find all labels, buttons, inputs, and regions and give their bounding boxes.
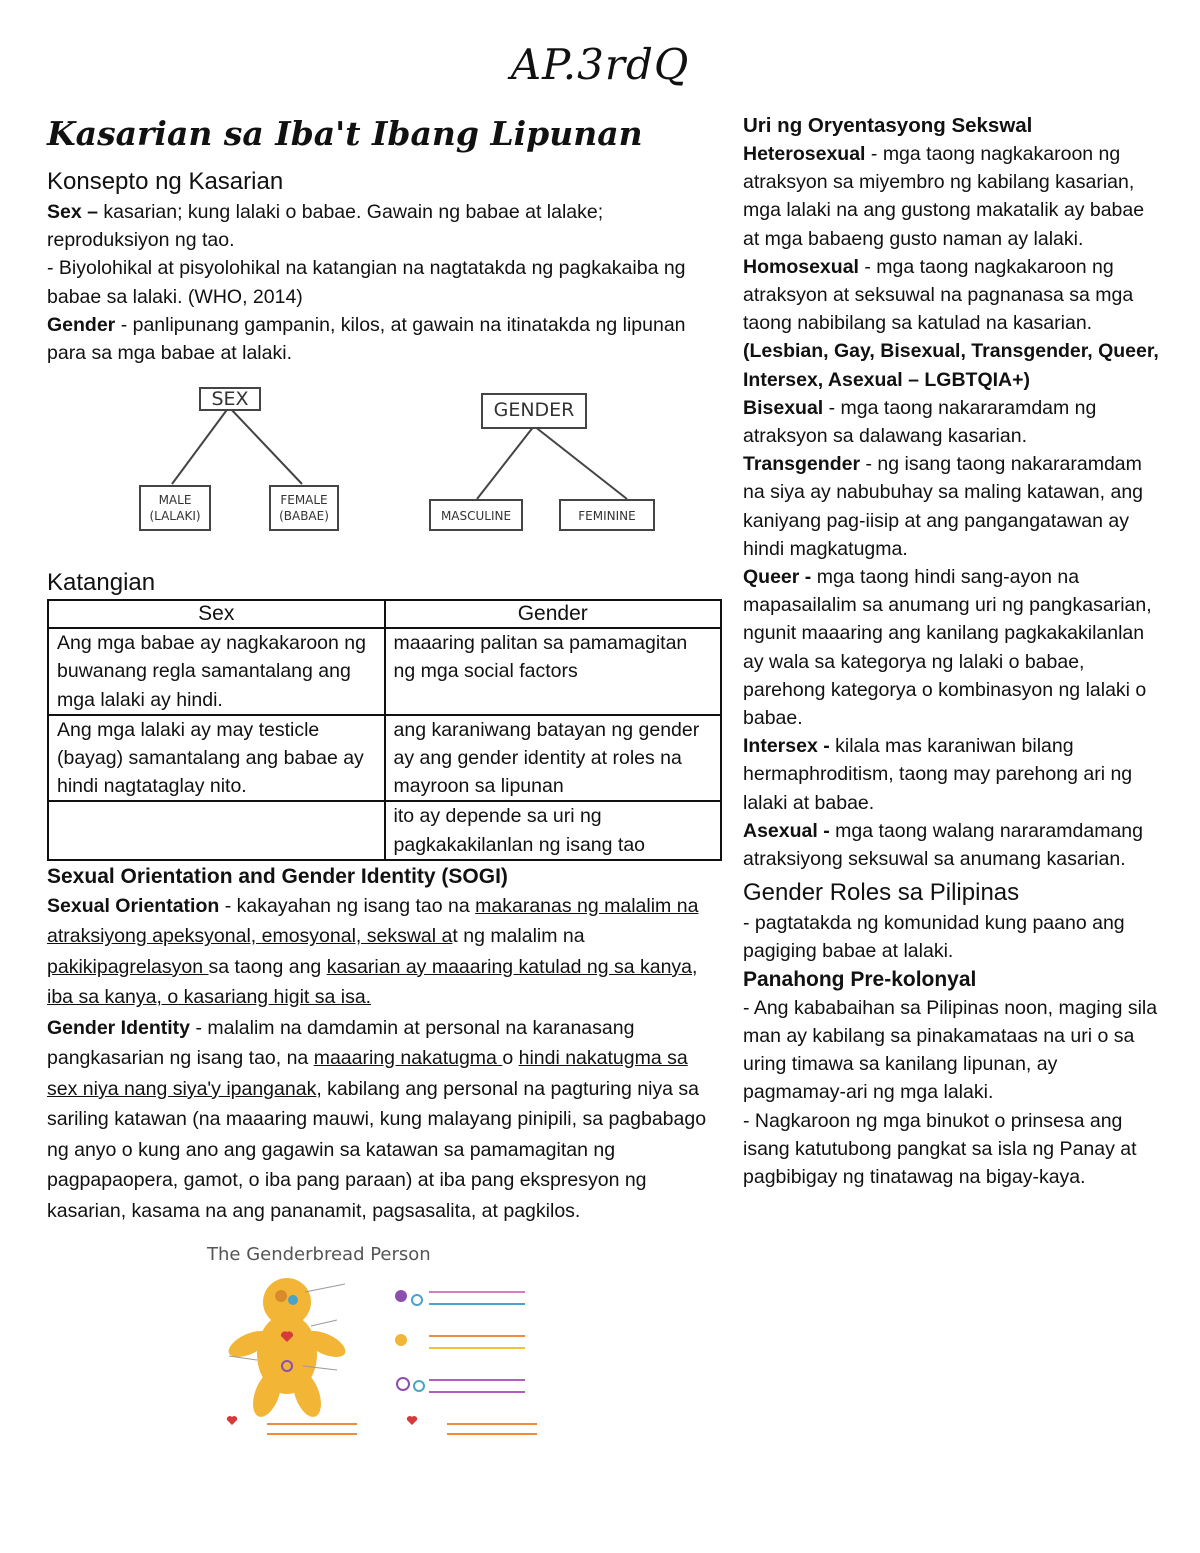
so-text: - kakayahan ng isang tao na	[219, 894, 476, 917]
so-text: sa taong ang	[208, 955, 327, 978]
queer-term: Queer -	[743, 566, 812, 589]
trans-def-text: - ng isang taong nakararamdam na siya ay nabubuhay sa maling katawan, ang kaniyang pag-iisip at ang pangangatawan ay hindi magkatugma.	[743, 453, 1144, 560]
diagram-lines	[47, 381, 722, 561]
konsepto-heading: Konsepto ng Kasarian	[47, 168, 284, 195]
gi-text: - malalim na damdamin at personal na karanasang pangkasarian ng isang tao, na	[47, 1016, 635, 1070]
table-cell: ito ay depende sa uri ng pagkakakilanlan ng isang tao	[385, 801, 722, 859]
main-heading: Kasarian sa Iba't Ibang Lipunan	[47, 114, 643, 153]
prekolonyal-paragraph-2: - Nagkaroon ng mga binukot o prinsesa ang isang katutubong pangkat sa isla ng Panay at pagbibigay ng tinatawag na bigay-kaya.	[743, 1109, 1137, 1188]
inter-term: Intersex -	[743, 735, 830, 758]
header-sex: Sex	[48, 600, 385, 628]
female-label: FEMALE	[280, 493, 328, 508]
hetero-term: Heterosexual	[743, 143, 866, 165]
hetero-def-text: - mga taong nagkakaroon ng atraksyon sa miyembro ng kabilang kasarian, mga lalaki na ang gustong makatalik ay babae at mga babaeng gusto naman ay lalaki.	[743, 143, 1145, 250]
so-term: Sexual Orientation	[47, 894, 220, 917]
table-cell: maaaring palitan sa pamamagitan ng mga social factors	[385, 628, 722, 715]
table-row	[48, 628, 721, 715]
gi-underline: hindi nakatugma sa sex niya nang siya'y ipanganak	[47, 1047, 688, 1100]
table-header-row	[48, 600, 721, 628]
table-cell: Ang mga lalaki ay may testicle (bayag) samantalang ang babae ay hindi nagtataglay nito.	[48, 715, 385, 802]
sex-gender-diagram	[47, 381, 722, 561]
queer-definition	[743, 563, 1163, 732]
feminine-box: FEMININE	[559, 499, 655, 531]
sogi-heading: Sexual Orientation and Gender Identity (SOGI)	[47, 864, 508, 888]
intersex-definition	[743, 732, 1163, 817]
female-box	[269, 485, 339, 531]
uri-heading: Uri ng Oryentasyong Sekswal	[743, 114, 1033, 137]
left-column	[47, 112, 722, 1449]
genderbread-title: The Genderbread Person	[207, 1244, 431, 1266]
table-cell: ang karaniwang batayan ng gender ay ang gender identity at roles na mayroon sa lipunan	[385, 715, 722, 802]
male-sublabel: (LALAKI)	[149, 509, 201, 524]
genderbread-person-icon	[207, 1244, 587, 1449]
asexual-definition	[743, 817, 1163, 873]
sex-def-text: kasarian; kung lalaki o babae. Gawain ng babae at lalake; reproduksiyon ng tao.	[47, 201, 604, 252]
sex-definition	[47, 198, 722, 254]
female-sublabel: (BABAE)	[279, 509, 329, 524]
gi-text: o	[502, 1047, 519, 1070]
bi-term: Bisexual	[743, 396, 824, 419]
trans-term: Transgender	[743, 453, 861, 476]
bi-def-text: - mga taong nakararamdam ng atraksyon sa dalawang kasarian.	[743, 396, 1097, 448]
transgender-definition	[743, 450, 1163, 563]
queer-def-text: mga taong hindi sang-ayon na mapasailalim sa anumang uri ng pangkasarian, ngunit maaaring ang kanilang pagkakakilanlan ay wala sa kategorya ng lalaki o babae, parehong kategorya o kombinasyon ng lalaki o babae.	[743, 566, 1152, 730]
table-row	[48, 801, 721, 859]
sex-term: Sex –	[47, 201, 98, 223]
ace-def-text: mga taong walang nararamdamang atraksiyong seksuwal sa anumang kasarian.	[743, 819, 1143, 871]
katangian-heading: Katangian	[47, 569, 156, 597]
so-underline: kasarian ay maaaring katulad ng sa kanya, iba sa kanya, o kasariang higit sa isa.	[47, 955, 698, 1009]
so-underline: pakikipagrelasyon	[47, 955, 209, 978]
genderbread-figure	[207, 1244, 587, 1449]
sex-box: SEX	[199, 387, 261, 411]
homo-def-text: - mga taong nagkakaroon ng atraksyon at seksuwal na pagnanasa sa mga taong nabibilang sa katulad na kasarian.	[743, 255, 1134, 335]
inter-def-text: kilala mas karaniwan bilang hermaphroditism, taong may parehong ari ng lalaki at babae.	[743, 735, 1133, 814]
katangian-table	[47, 599, 722, 861]
lgbt-note: (Lesbian, Gay, Bisexual, Transgender, Queer, Intersex, Asexual – LGBTQIA+)	[743, 340, 1159, 391]
table-cell: Ang mga babae ay nagkakaroon ng buwanang regla samantalang ang mga lalaki ay hindi.	[48, 628, 385, 715]
prekolonyal-paragraph-1: - Ang kababaihan sa Pilipinas noon, maging sila man ay kabilang sa pinakamataas na uri o sa uring timawa sa kanilang lipunan, ay pagmamay-ari ng mga lalaki.	[743, 996, 1158, 1104]
table-row	[48, 715, 721, 802]
sexual-orientation-definition	[47, 891, 722, 1013]
gender-roles-definition: - pagtatakda ng komunidad kung paano ang pagiging babae at lalaki.	[743, 912, 1125, 963]
gender-identity-definition	[47, 1013, 722, 1227]
page-title: AP.3rdQ	[510, 40, 690, 89]
prekolonyal-heading: Panahong Pre-kolonyal	[743, 967, 977, 991]
male-box	[139, 485, 211, 531]
so-underline: makaranas ng malalim na atraksiyong apeksyonal, emosyonal, sekswal a	[47, 894, 699, 948]
bisexual-definition	[743, 394, 1163, 450]
right-column	[743, 112, 1163, 1191]
homosexual-definition	[743, 253, 1163, 338]
gender-box: GENDER	[481, 393, 587, 429]
masculine-box: MASCULINE	[429, 499, 523, 531]
table-cell	[48, 801, 385, 859]
gi-term: Gender Identity	[47, 1016, 191, 1039]
gender-term: Gender	[47, 313, 116, 336]
gender-definition	[47, 311, 722, 367]
male-label: MALE	[158, 493, 192, 508]
header-gender: Gender	[385, 600, 722, 628]
ace-term: Asexual -	[743, 819, 830, 842]
gender-roles-heading: Gender Roles sa Pilipinas	[743, 879, 1020, 907]
gi-underline: maaaring nakatugma	[313, 1047, 503, 1070]
heterosexual-definition	[743, 140, 1163, 253]
sex-note: - Biyolohikal at pisyolohikal na katangian na nagtatakda ng pagkakaiba ng babae sa lalaki. (WHO, 2014)	[47, 257, 686, 308]
gender-def-text: - panlipunang gampanin, kilos, at gawain na itinatakda ng lipunan para sa mga babae at lalaki.	[47, 313, 686, 365]
gi-text: , kabilang ang personal na pagturing niya sa sariling katawan (na maaaring mauwi, kung malayang pinipili, sa pagbabago ng anyo o kung ano ang gagawin sa katawan sa pamamagitan ng pagpapaopera, gamot, o iba pang paraan) at iba pang ekspresyon ng kasarian, kasama na ang pananamit, pagsasalita, at pagkilos.	[47, 1077, 707, 1222]
homo-term: Homosexual	[743, 255, 859, 278]
so-text: t ng malalim na	[452, 925, 585, 948]
